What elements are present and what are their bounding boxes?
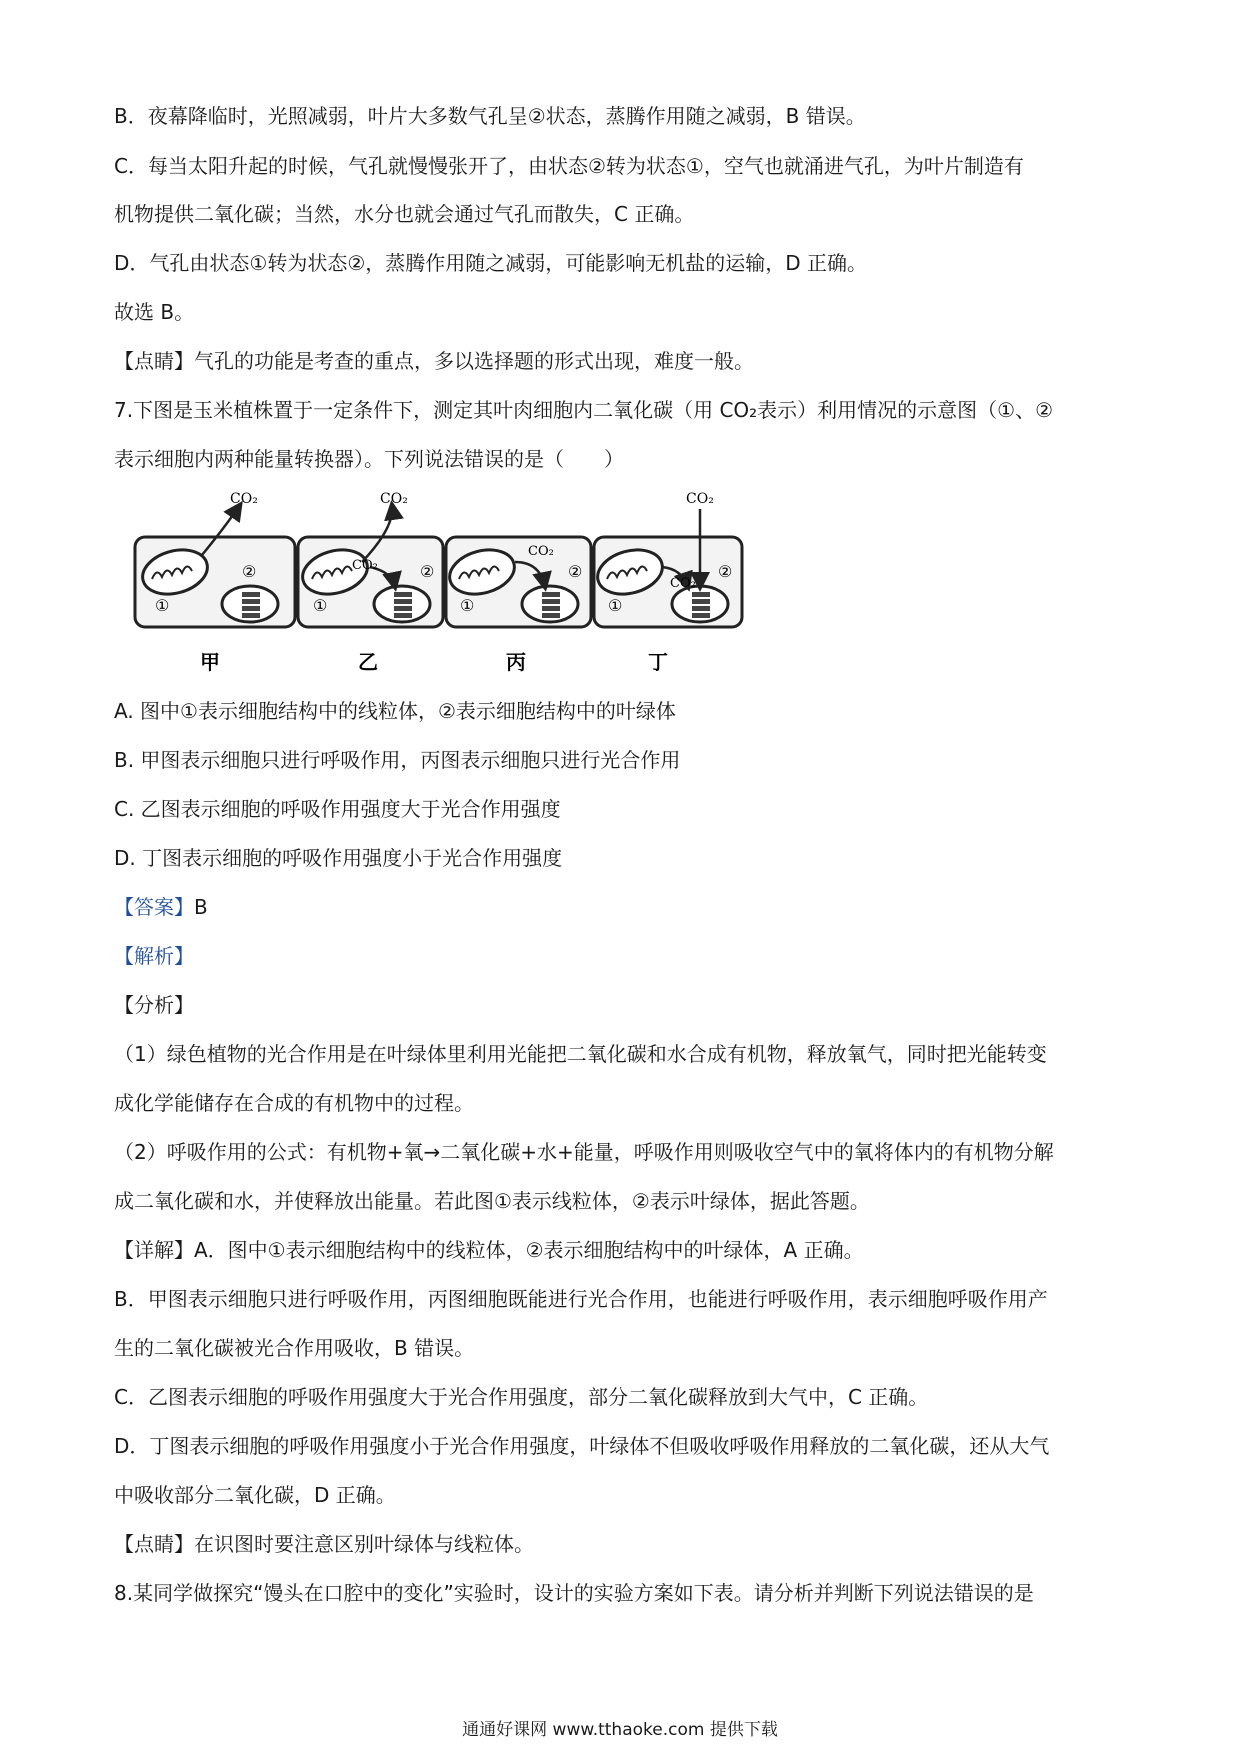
cell-diagram (130, 487, 810, 687)
text-line: 成化学能储存在合成的有机物中的过程。 (114, 1091, 474, 1115)
cell-panel-ding (593, 491, 742, 674)
co2-label: CO₂ (686, 491, 714, 507)
option-d: D. 丁图表示细胞的呼吸作用强度小于光合作用强度 (114, 846, 563, 870)
section-tag: 【点睛】 (114, 1532, 194, 1556)
panel-label-ding: 丁 (648, 650, 668, 674)
label-num-2: ② (568, 562, 583, 581)
page-footer: 通通好课网 www.tthaoke.com 提供下载 (462, 1720, 778, 1740)
label-num-1: ① (313, 596, 328, 615)
co2-label: CO₂ (528, 544, 554, 559)
answer-value: B (194, 895, 208, 919)
text-line: C．每当太阳升起的时候，气孔就慢慢张开了，由状态②转为状态①，空气也就涌进气孔，为叶片制造有 (114, 154, 1024, 178)
text-line: B．夜幕降临时，光照减弱，叶片大多数气孔呈②状态，蒸腾作用随之减弱，B 错误。 (114, 104, 866, 128)
text-line: D．丁图表示细胞的呼吸作用强度小于光合作用强度，叶绿体不但吸收呼吸作用释放的二氧化碳，还从大气 (114, 1434, 1050, 1458)
text-line: （2）呼吸作用的公式：有机物+氧→二氧化碳+水+能量，呼吸作用则吸收空气中的氧将体内的有机物分解 (114, 1140, 1054, 1164)
note-text: 气孔的功能是考查的重点，多以选择题的形式出现，难度一般。 (194, 349, 754, 373)
text-line: 故选 B。 (114, 300, 195, 324)
text-line: C．乙图表示细胞的呼吸作用强度大于光合作用强度，部分二氧化碳释放到大气中，C 正确。 (114, 1385, 929, 1409)
detail-text: A．图中①表示细胞结构中的线粒体，②表示细胞结构中的叶绿体，A 正确。 (194, 1238, 864, 1262)
co2-label: CO₂ (230, 491, 258, 507)
note-text: 在识图时要注意区别叶绿体与线粒体。 (194, 1532, 534, 1556)
analysis-tag: 【解析】 (114, 944, 194, 968)
label-num-2: ② (242, 562, 257, 581)
label-num-2: ② (420, 562, 435, 581)
text-line: 生的二氧化碳被光合作用吸收，B 错误。 (114, 1336, 475, 1360)
label-num-1: ① (155, 596, 170, 615)
co2-label: CO₂ (670, 576, 696, 591)
detail-line (114, 1235, 864, 1265)
section-tag: 【详解】 (114, 1238, 194, 1262)
co2-label: CO₂ (380, 491, 408, 507)
answer-tag: 【答案】 (114, 895, 194, 919)
question-7-stem: 表示细胞内两种能量转换器）。下列说法错误的是（ ） (114, 447, 624, 471)
text-line: D．气孔由状态①转为状态②，蒸腾作用随之减弱，可能影响无机盐的运输，D 正确。 (114, 251, 868, 275)
panel-label-jia: 甲 (200, 650, 220, 674)
subsection-tag: 【分析】 (114, 993, 194, 1017)
question-8-stem: 8.某同学做探究“馒头在口腔中的变化”实验时，设计的实验方案如下表。请分析并判断下列说法错误的是 (114, 1581, 1034, 1605)
pointer-note (114, 1529, 534, 1559)
text-line: 成二氧化碳和水，并使释放出能量。若此图①表示线粒体，②表示叶绿体，据此答题。 (114, 1189, 870, 1213)
co2-label: CO₂ (352, 558, 378, 573)
text-line: 中吸收部分二氧化碳，D 正确。 (114, 1483, 396, 1507)
cell-panel-jia (135, 491, 295, 674)
option-a: A. 图中①表示细胞结构中的线粒体，②表示细胞结构中的叶绿体 (114, 699, 676, 723)
cell-panel-yi (298, 491, 443, 674)
section-tag: 【点睛】 (114, 349, 194, 373)
question-7-stem: 7.下图是玉米植株置于一定条件下，测定其叶肉细胞内二氧化碳（用 CO₂表示）利用情况的示意图（①、② (114, 398, 1054, 422)
label-num-2: ② (718, 562, 733, 581)
cell-panel-bing (445, 537, 591, 674)
text-line: B．甲图表示细胞只进行呼吸作用，丙图细胞既能进行光合作用，也能进行呼吸作用，表示细胞呼吸作用产 (114, 1287, 1048, 1311)
option-b: B. 甲图表示细胞只进行呼吸作用，丙图表示细胞只进行光合作用 (114, 748, 681, 772)
answer-line (114, 892, 208, 922)
option-c: C. 乙图表示细胞的呼吸作用强度大于光合作用强度 (114, 797, 561, 821)
pointer-note (114, 346, 754, 376)
panel-label-bing: 丙 (506, 650, 526, 674)
text-line: 机物提供二氧化碳；当然，水分也就会通过气孔而散失，C 正确。 (114, 202, 695, 226)
text-line: （1）绿色植物的光合作用是在叶绿体里利用光能把二氧化碳和水合成有机物，释放氧气，同时把光能转变 (114, 1042, 1047, 1066)
panel-label-yi: 乙 (358, 650, 378, 674)
label-num-1: ① (460, 596, 475, 615)
label-num-1: ① (608, 596, 623, 615)
